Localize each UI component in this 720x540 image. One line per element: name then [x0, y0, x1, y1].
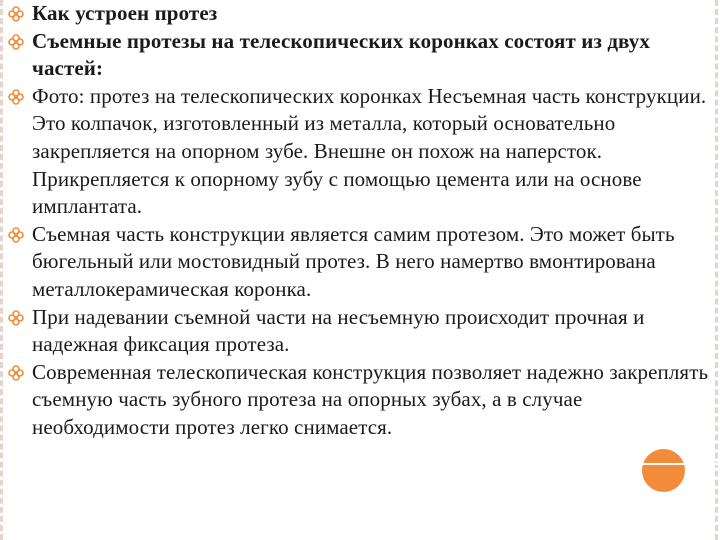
bullet-item-title: [8, 0, 712, 28]
bullet-item-fixation: [8, 304, 712, 359]
bullet-text: Как устроен протез: [32, 1, 218, 25]
flower-bullet-icon: [8, 227, 24, 243]
flower-bullet-icon: [8, 310, 24, 326]
flower-bullet-icon: [8, 89, 24, 105]
bullet-list: [8, 0, 712, 442]
bullet-item-intro: [8, 28, 712, 83]
bullet-text: Современная телескопическая конструкция позволяет надежно закреплять съемную часть зубного протеза на опорных зубах, а в случае необходимости протез легко снимается.: [32, 359, 709, 439]
orange-decoration-circle: [642, 449, 685, 492]
flower-bullet-icon: [8, 34, 24, 50]
flower-bullet-icon: [8, 365, 24, 381]
bullet-item-removable-part: [8, 221, 712, 304]
bullet-text: Фото: протез на телескопических коронках Несъемная часть конструкции. Это колпачок, изготовленный из металла, который основательно закрепляется на опорном зубе. Внешне он похож на наперсток. Прикрепляется к опорному зубу с помощью цемента или на основе имплантата.: [32, 83, 707, 219]
bullet-text: Съемные протезы на телескопических коронках состоят из двух частей:: [32, 28, 650, 81]
bullet-text: Съемная часть конструкции является самим протезом. Это может быть бюгельный или мостовидный протез. В него намертво вмонтирована металлокерамическая коронка.: [32, 221, 675, 301]
flower-bullet-icon: [8, 6, 24, 22]
bullet-text: При надевании съемной части на несъемную происходит прочная и надежная фиксация протеза.: [32, 304, 645, 357]
bullet-item-fixed-part: [8, 83, 712, 221]
bullet-item-modern-design: [8, 359, 712, 442]
decoration-line: [610, 463, 720, 465]
slide-content: [8, 0, 712, 442]
